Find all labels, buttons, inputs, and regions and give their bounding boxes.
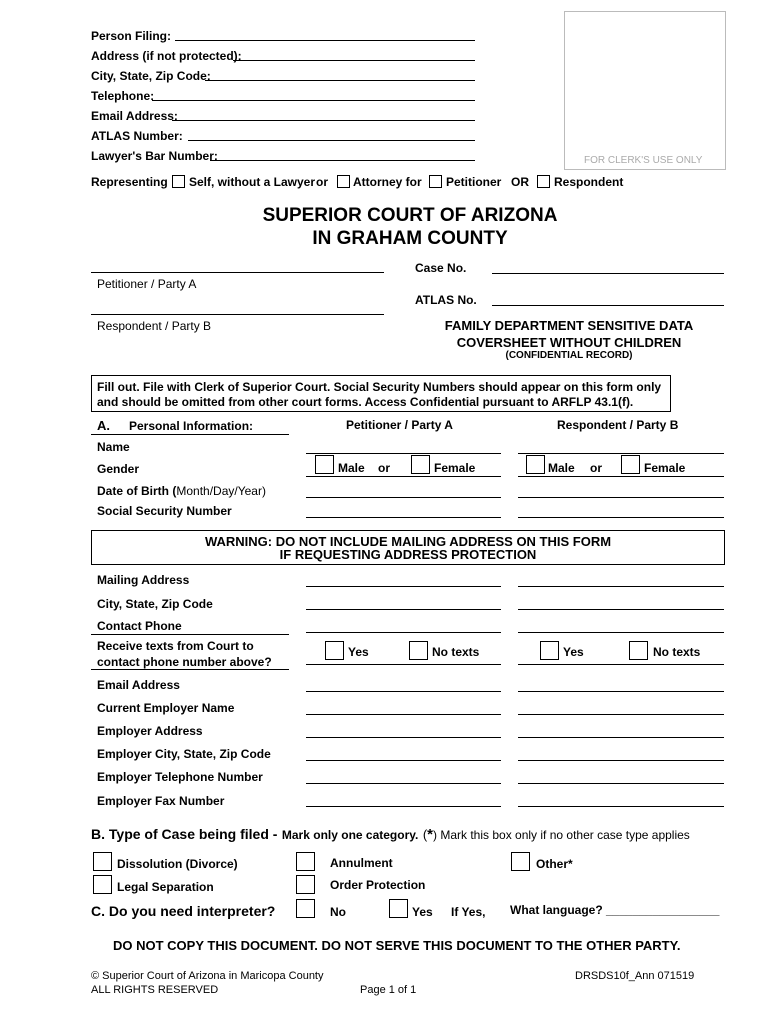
employer-phone-label: Employer Telephone Number [97,770,263,784]
employer-address-label: Employer Address [97,724,203,738]
respondent-employer-phone-field[interactable] [518,783,724,784]
email-label-a: Email Address [97,678,180,692]
email-field[interactable] [172,120,475,121]
bar-number-field[interactable] [210,160,475,161]
section-b-star-note: ) Mark this box only if no other case type applies [433,828,690,842]
annulment-checkbox[interactable] [296,852,315,871]
petitioner-mailing-field[interactable] [306,586,501,587]
respondent-employer-address-field[interactable] [518,737,724,738]
respondent-male-checkbox[interactable] [526,455,545,474]
employer-name-label: Current Employer Name [97,701,235,715]
petitioner-dob-field[interactable] [306,497,501,498]
petitioner-name-field[interactable] [306,453,501,454]
language-field[interactable]: What language? _________________ [510,903,720,917]
telephone-field[interactable] [152,100,475,101]
petitioner-employer-fax-field[interactable] [306,806,501,807]
person-filing-field[interactable] [175,40,475,41]
respondent-no-texts-label: No texts [653,645,701,659]
star-symbol: * [427,826,434,843]
interpreter-no-label: No [330,905,346,919]
copyright-label: © Superior Court of Arizona in Maricopa County [91,970,324,982]
contact-phone-underline [91,634,289,635]
section-a-underline [91,434,289,435]
interpreter-yes-label: Yes [412,905,433,919]
petitioner-party-field[interactable] [91,272,384,273]
petitioner-male-checkbox[interactable] [315,455,334,474]
petitioner-female-checkbox[interactable] [411,455,430,474]
respondent-employer-city-field[interactable] [518,760,724,761]
respondent-texts-yes-checkbox[interactable] [540,641,559,660]
page-number: Page 1 of 1 [360,984,417,996]
or-label: or [316,175,328,189]
confidential-label: (CONFIDENTIAL RECORD) [505,350,633,361]
form-code-label: DRSDS10f_Ann 071519 [575,970,695,982]
address-label: Address (if not protected): [91,49,242,63]
ssn-label: Social Security Number [97,504,232,518]
respondent-male-label: Male [548,461,575,475]
respondent-female-label: Female [644,461,686,475]
clerk-use-box [564,11,726,170]
self-checkbox[interactable] [172,175,185,188]
interpreter-yes-checkbox[interactable] [389,899,408,918]
respondent-checkbox[interactable] [537,175,550,188]
respondent-mailing-field[interactable] [518,586,724,587]
section-b-title: B. Type of Case being filed - [91,826,278,842]
dissolution-checkbox[interactable] [93,852,112,871]
col-respondent-header: Respondent / Party B [557,418,679,432]
petitioner-employer-address-field[interactable] [306,737,501,738]
city-state-zip-label: City, State, Zip Code: [91,69,211,83]
do-not-copy-notice: DO NOT COPY THIS DOCUMENT. DO NOT SERVE THIS DOCUMENT TO THE OTHER PARTY. [113,938,681,953]
respondent-party-label: Respondent / Party B [97,319,212,333]
respondent-female-checkbox[interactable] [621,455,640,474]
case-no-field[interactable] [492,273,724,274]
petitioner-no-texts-label: No texts [432,645,480,659]
or-upper-label: OR [511,175,529,189]
employer-city-label: Employer City, State, Zip Code [97,747,271,761]
case-no-label: Case No. [415,261,467,275]
respondent-party-field[interactable] [91,314,384,315]
email-label: Email Address: [91,109,178,123]
petitioner-employer-city-field[interactable] [306,760,501,761]
respondent-employer-fax-field[interactable] [518,806,724,807]
name-label: Name [97,440,130,454]
dob-label: Date of Birth (Month/Day/Year) [97,484,266,498]
respondent-no-texts-checkbox[interactable] [629,641,648,660]
legal-separation-checkbox[interactable] [93,875,112,894]
rights-label: ALL RIGHTS RESERVED [91,984,219,996]
respondent-city-field[interactable] [518,609,724,610]
instructions-line2: and should be omitted from other court forms. Access Confidential pursuant to ARFLP 43.1(f). [97,395,634,409]
gender-label: Gender [97,462,140,476]
petitioner-no-texts-checkbox[interactable] [409,641,428,660]
form-title-line2: COVERSHEET WITHOUT CHILDREN [456,335,682,350]
petitioner-texts-line [306,664,501,665]
respondent-employer-field[interactable] [518,714,724,715]
petitioner-label: Petitioner [446,175,502,189]
person-filing-label: Person Filing: [91,29,172,43]
petitioner-checkbox[interactable] [429,175,442,188]
receive-texts-line1: Receive texts from Court to [97,639,254,653]
respondent-label: Respondent [554,175,624,189]
clerk-use-label: FOR CLERK'S USE ONLY [584,155,703,166]
dissolution-label: Dissolution (Divorce) [117,857,238,871]
petitioner-employer-field[interactable] [306,714,501,715]
respondent-ssn-field[interactable] [518,517,724,518]
respondent-or-label: or [590,461,602,475]
atlas-number-field[interactable] [188,140,475,141]
section-b-instruction: Mark only one category. [281,828,419,842]
section-b-header: B. Type of Case being filed - Mark only one category. (*) Mark this box only if no other case type applies [91,826,690,843]
court-title-line1: SUPERIOR COURT OF ARIZONA [262,205,558,226]
court-title-line2: IN GRAHAM COUNTY [312,228,508,249]
section-c-title: C. Do you need interpreter? [91,903,276,919]
city-state-zip-field[interactable] [205,80,475,81]
respondent-phone-field[interactable] [518,632,724,633]
telephone-label: Telephone: [91,89,155,103]
atlas-number-label: ATLAS Number: [91,129,183,143]
petitioner-texts-yes-label: Yes [348,645,369,659]
annulment-label: Annulment [330,856,393,870]
petitioner-gender-line [306,476,501,477]
representing-label: Representing [91,175,168,189]
city-state-zip-label-a: City, State, Zip Code [97,597,213,611]
section-a-letter: A. [97,418,110,433]
petitioner-party-label: Petitioner / Party A [97,277,197,291]
contact-phone-label: Contact Phone [97,619,182,633]
mailing-address-label: Mailing Address [97,573,190,587]
form-title-line1: FAMILY DEPARTMENT SENSITIVE DATA [444,318,694,333]
warning-line1: WARNING: DO NOT INCLUDE MAILING ADDRESS ON THIS FORM [204,534,612,549]
petitioner-employer-phone-field[interactable] [306,783,501,784]
receive-texts-line2: contact phone number above? [97,655,272,669]
respondent-gender-line [518,476,724,477]
self-label: Self, without a Lawyer [189,175,316,189]
interpreter-no-checkbox[interactable] [296,899,315,918]
respondent-texts-yes-label: Yes [563,645,584,659]
respondent-name-field[interactable] [518,453,724,454]
legal-separation-label: Legal Separation [117,880,214,894]
petitioner-city-field[interactable] [306,609,501,610]
receive-texts-underline [91,669,289,670]
respondent-texts-line [518,664,724,665]
petitioner-or-label: or [378,461,390,475]
petitioner-email-field[interactable] [306,691,501,692]
petitioner-ssn-field[interactable] [306,517,501,518]
petitioner-female-label: Female [434,461,476,475]
atlas-no-label: ATLAS No. [415,293,477,307]
petitioner-phone-field[interactable] [306,632,501,633]
if-yes-label: If Yes, [451,905,486,919]
petitioner-male-label: Male [338,461,365,475]
instructions-line1: Fill out. File with Clerk of Superior Court. Social Security Numbers should appear on this form only [97,380,662,394]
other-label: Other* [536,857,573,871]
section-a-title: Personal Information: [129,419,254,433]
attorney-label: Attorney for [353,175,422,189]
address-field[interactable] [233,60,475,61]
order-protection-label: Order Protection [330,878,426,892]
other-checkbox[interactable] [511,852,530,871]
bar-number-label: Lawyer's Bar Number: [91,149,218,163]
order-protection-checkbox[interactable] [296,875,315,894]
respondent-email-field[interactable] [518,691,724,692]
col-petitioner-header: Petitioner / Party A [346,418,453,432]
attorney-checkbox[interactable] [337,175,350,188]
petitioner-texts-yes-checkbox[interactable] [325,641,344,660]
warning-line2: IF REQUESTING ADDRESS PROTECTION [279,547,537,562]
atlas-no-field[interactable] [492,305,724,306]
employer-fax-label: Employer Fax Number [97,794,225,808]
respondent-dob-field[interactable] [518,497,724,498]
